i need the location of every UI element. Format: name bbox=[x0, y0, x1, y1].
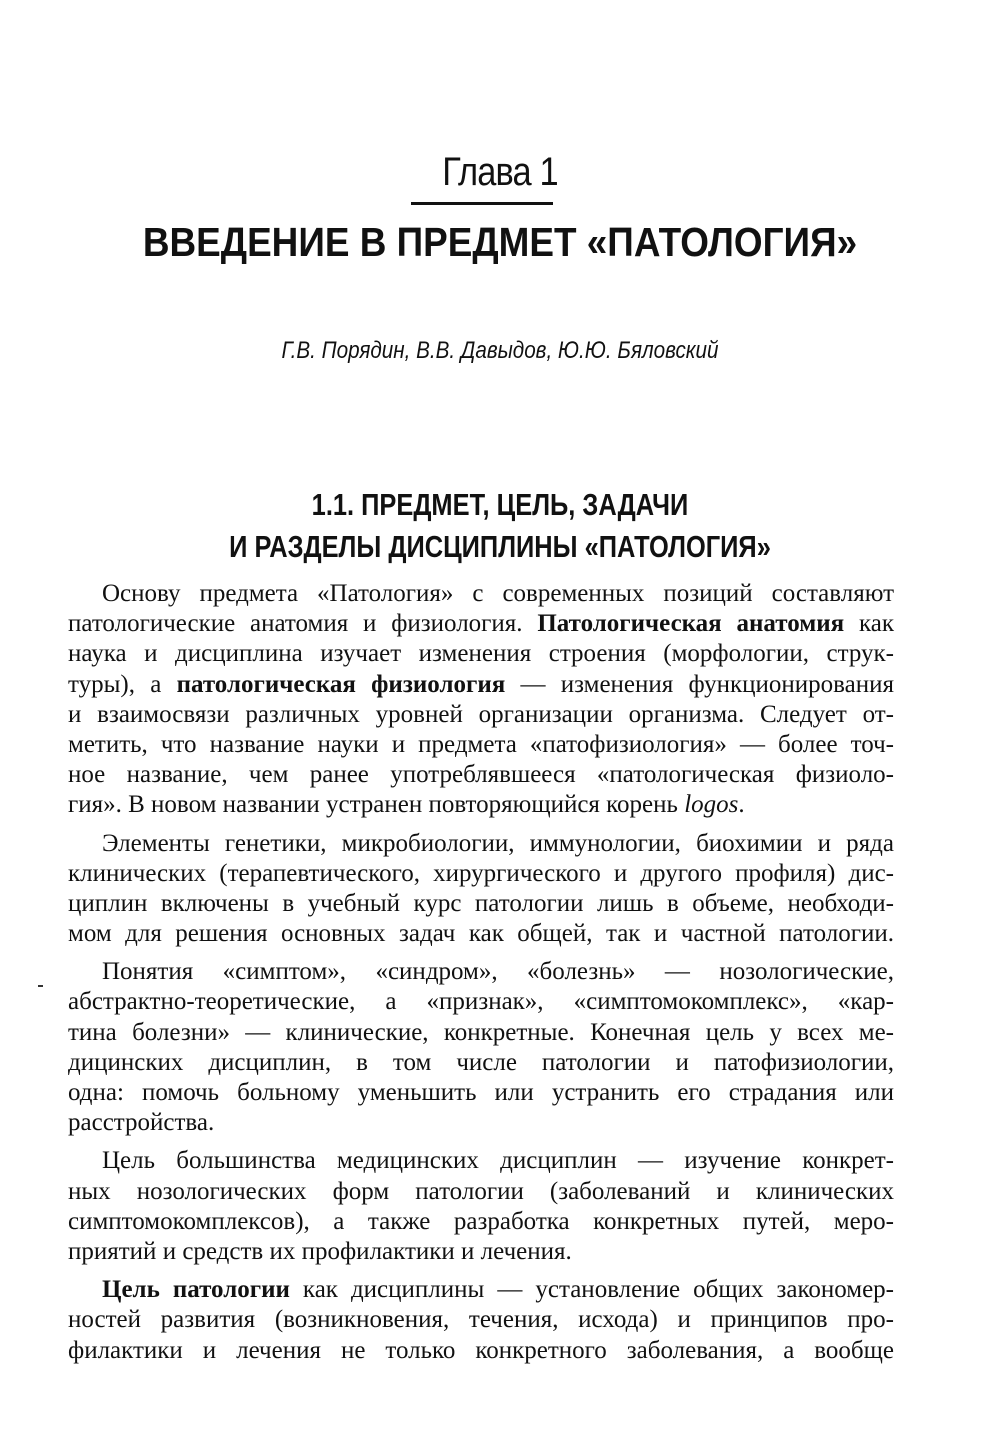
text-line: приятий и средств их профилактики и лечения. bbox=[68, 1237, 572, 1265]
text-line: расстройства. bbox=[68, 1109, 215, 1137]
text-line: Цель патологии как дисциплины — установление общих закономер- bbox=[102, 1276, 894, 1304]
section-title-line-2: И РАЗДЕЛЫ ДИСЦИПЛИНЫ «ПАТОЛОГИЯ» bbox=[229, 529, 771, 564]
text-line: Понятия «симптом», «синдром», «болезнь» — нозологические, bbox=[102, 958, 894, 986]
text-line: мом для решения основных задач как общей, так и частной патологии. bbox=[68, 920, 894, 948]
text-line: Цель большинства медицинских дисциплин — изучение конкрет- bbox=[102, 1147, 894, 1175]
text-line: ных нозологических форм патологии (заболеваний и клинических bbox=[68, 1177, 894, 1205]
text-line: филактики и лечения не только конкретного заболевания, а вообще bbox=[68, 1336, 894, 1364]
text-line: одна: помочь больному уменьшить или устранить его страдания или bbox=[68, 1079, 894, 1106]
chapter-label: Глава 1 bbox=[442, 150, 558, 194]
body-text bbox=[68, 579, 894, 1374]
section-title bbox=[90, 484, 910, 568]
term-pathological-physiology: патологическая физиология bbox=[176, 670, 506, 698]
text-line: наука и дисциплина изучает изменения строения (морфологии, струк- bbox=[68, 640, 894, 668]
paragraph-2 bbox=[68, 829, 894, 950]
text-line: абстрактно-теоретические, а «признак», «симптомокомплекс», «кар- bbox=[68, 988, 894, 1016]
text-line: туры), а патологическая физиология — изменения функционирования bbox=[68, 670, 894, 698]
section-title-line-1: 1.1. ПРЕДМЕТ, ЦЕЛЬ, ЗАДАЧИ bbox=[311, 487, 689, 522]
text-line: ное название, чем ранее употреблявшееся «патологическая физиоло- bbox=[68, 761, 894, 789]
chapter-underline bbox=[411, 202, 553, 205]
paragraph-5 bbox=[68, 1275, 894, 1366]
text-line: и взаимосвязи различных уровней организации организма. Следует от- bbox=[68, 700, 894, 728]
text-line: метить, что название науки и предмета «патофизиология» — более точ- bbox=[68, 730, 894, 758]
text-line: клинических (терапевтического, хирургического и другого профиля) дис- bbox=[68, 859, 894, 887]
text-line: тина болезни» — клинические, конкретные. Конечная цель у всех ме- bbox=[68, 1018, 894, 1046]
text-line: Основу предмета «Патология» с современных позиций составляют bbox=[102, 580, 894, 607]
paragraph-1 bbox=[68, 579, 894, 821]
paragraph-4 bbox=[68, 1146, 894, 1267]
text-line: циплин включены в учебный курс патологии лишь в объеме, необходи- bbox=[68, 889, 894, 917]
chapter-title: ВВЕДЕНИЕ В ПРЕДМЕТ «ПАТОЛОГИЯ» bbox=[142, 219, 858, 265]
text-line: Элементы генетики, микробиологии, иммунологии, биохимии и ряда bbox=[102, 829, 894, 857]
text-line: ностей развития (возникновения, течения, исхода) и принципов про- bbox=[68, 1306, 894, 1334]
paragraph-3 bbox=[68, 957, 894, 1138]
text-line: дицинских дисциплин, в том числе патологии и патофизиологии, bbox=[68, 1048, 894, 1076]
chapter-authors: Г.В. Порядин, В.В. Давыдов, Ю.Ю. Бяловский bbox=[281, 337, 719, 364]
text-line: патологические анатомия и физиология. Патологическая анатомия как bbox=[68, 610, 895, 638]
margin-mark bbox=[38, 985, 43, 987]
term-pathological-anatomy: Патологическая анатомия bbox=[537, 610, 845, 638]
text-line: гия». В новом названии устранен повторяющийся корень logos. bbox=[68, 791, 745, 819]
term-logos: logos bbox=[684, 791, 739, 819]
term-goal-of-pathology: Цель патологии bbox=[102, 1276, 290, 1304]
text-line: симптомокомплексов), а также разработка конкретных путей, меро- bbox=[68, 1207, 894, 1235]
